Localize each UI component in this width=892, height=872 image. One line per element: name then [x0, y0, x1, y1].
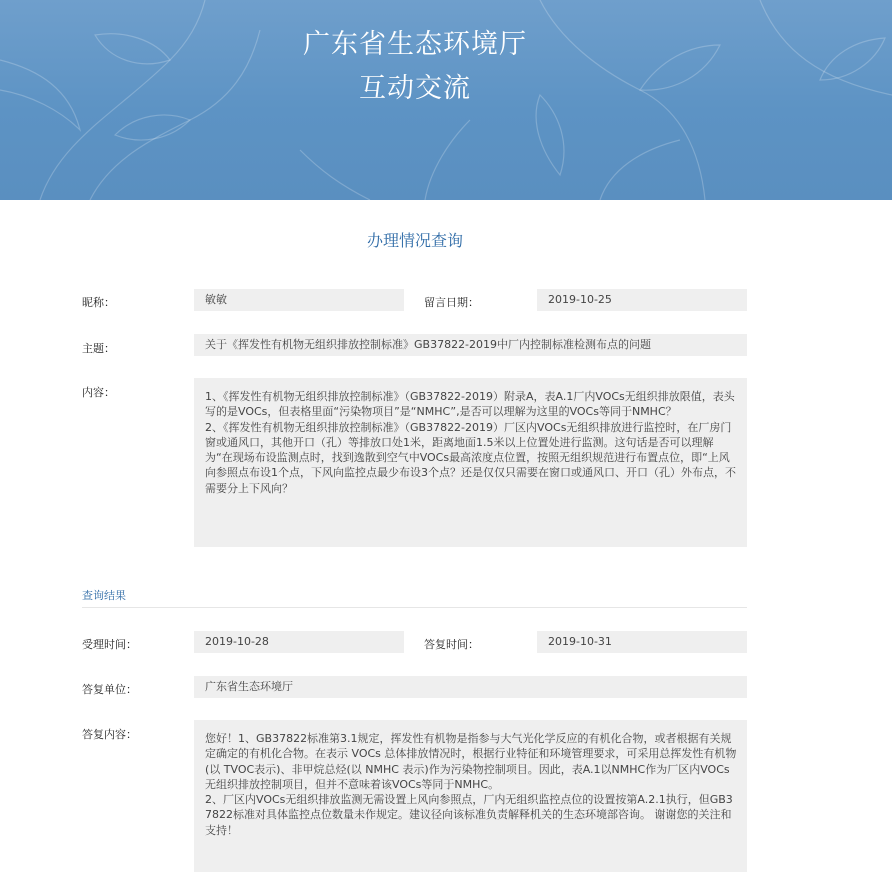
- reply-time-value: 2019-10-31: [537, 631, 747, 653]
- reply-unit-value: 广东省生态环境厅: [194, 676, 747, 698]
- message-date-label: 留言日期：: [424, 296, 479, 309]
- result-divider: [82, 607, 747, 608]
- site-title: 广东省生态环境厅: [303, 29, 527, 60]
- reply-unit-label: 答复单位：: [82, 683, 137, 696]
- message-date-value: 2019-10-25: [537, 289, 747, 311]
- nickname-value: 敏敏: [194, 289, 404, 311]
- section-title: 办理情况查询: [366, 231, 463, 250]
- accept-time-value: 2019-10-28: [194, 631, 404, 653]
- content-value: 1、《挥发性有机物无组织排放控制标准》（GB37822-2019）附录A，表A.1厂内VOCs无组织排放限值，表头写的是VOCs，但表格里面“污染物项目”是“NMHC”,是否可以理解为这里的VOCs等同于NMHC？ 2、《挥发性有机物无组织排放控制标准》（GB37822-2019）厂区内VOCs无组织排放进行监控时，在厂房门窗或通风口，其他开口（孔）等排放口处1米，距离地面1.5米以上位置处进行监测。这句话是否可以理解为“在现场布设监测点时，找到逸散到空气中VOCs最高浓度点位置，按照无组织规范进行布置点位，即“上风向参照点布设1个点，下风向监控点最少布设3个点？还是仅仅只需要在窗口或通风口、开口（孔）外布点，不需要分上下风向？: [194, 378, 747, 547]
- page-title: 互动交流: [359, 73, 471, 104]
- content-label: 内容：: [82, 386, 115, 399]
- nickname-label: 昵称：: [82, 296, 115, 309]
- reply-content-value: 您好！1、GB37822标准第3.1规定，挥发性有机物是指参与大气光化学反应的有机化合物，或者根据有关规定确定的有机化合物。在表示 VOCs 总体排放情况时，根据行业特征和环境管理要求，可采用总挥发性有机物(以 TVOC表示)、非甲烷总烃(以 NMHC 表示)作为污染物控制项目。因此，表A.1以NMHC作为厂区内VOCs无组织排放控制项目，但并不意味着该VOCs等同于NMHC。 2、厂区内VOCs无组织排放监测无需设置上风向参照点，厂内无组织监控点位的设置按第A.2.1执行，但GB37822标准对具体监控点位数量未作规定。建议径向该标准负责解释机关的生态环境部咨询。 谢谢您的关注和支持！: [194, 720, 747, 872]
- header-banner: [0, 0, 892, 200]
- subject-label: 主题：: [82, 342, 115, 355]
- subject-value: 关于《挥发性有机物无组织排放控制标准》GB37822-2019中厂内控制标准检测布点的问题: [194, 334, 747, 356]
- accept-time-label: 受理时间：: [82, 638, 137, 651]
- result-section-title: 查询结果: [82, 589, 126, 602]
- reply-content-label: 答复内容：: [82, 728, 137, 741]
- reply-time-label: 答复时间：: [424, 638, 479, 651]
